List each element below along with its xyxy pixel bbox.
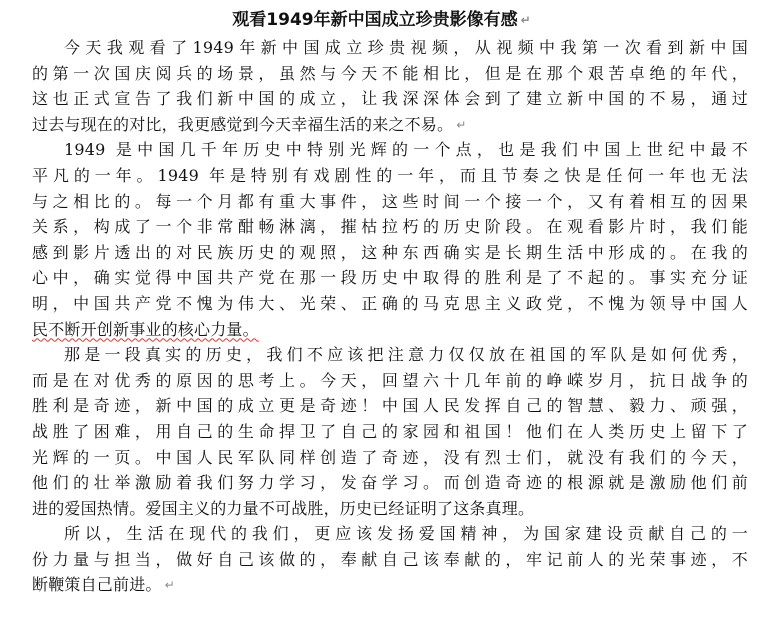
paragraph-line: 的第一次国庆阅兵的场景，虽然与今天不能相比，但是在那个艰苦卓绝的年代， [32,63,748,83]
paragraph-line-text: 进的爱国热情。爱国主义的力量不可战胜，历史已经证明了这条真理。 [32,498,535,518]
paragraph-line-last [32,572,748,598]
paragraph-line: 与之相比的。每一个月都有重大事件，这些时间一个接一个，又有着相互的因果 [32,191,748,211]
paragraph-line-last [32,317,748,343]
paragraph-mark-icon: ↵ [164,578,175,593]
paragraph-4 [32,521,748,598]
paragraph-line: 光辉的一页。中国人民军队同样创造了奇迹，没有烈士们，就没有我们的今天， [32,447,748,467]
paragraph-3 [32,342,748,521]
document-title-text: 观看1949年新中国成立珍贵影像有感 [232,10,518,30]
paragraph-line: 明，中国共产党不愧为伟大、光荣、正确的马克思主义政党，不愧为领导中国人 [32,293,748,313]
paragraph-line: 而是在对优秀的原因的思考上。今天，回望六十几年前的峥嵘岁月，抗日战争的 [32,370,748,390]
paragraph-line: 1949 是中国几千年历史中特别光辉的一个点，也是我们中国上世纪中最不 [64,140,748,160]
paragraph-line-last [32,496,748,522]
paragraph-line: 关系，构成了一个非常酣畅淋漓，摧枯拉朽的历史阶段。在观看影片时，我们能 [32,217,748,237]
paragraph-line: 他们的壮举激励着我们努力学习，发奋学习。而创造奇迹的根源就是激励他们前 [32,473,748,493]
paragraph-mark-icon: ↵ [456,117,467,132]
paragraph-line: 心中，确实觉得中国共产党在那一段历史中取得的胜利是了不起的。事实充分证 [32,268,748,288]
document-title [0,8,763,32]
paragraph-line: 感到影片透出的对民族历史的观照，这种东西确实是长期生活中形成的。在我的 [32,242,748,262]
paragraph-line: 这也正式宣告了我们新中国的成立，让我深深体会到了建立新中国的不易，通过 [32,89,748,109]
paragraph-line: 平凡的一年。1949 年是特别有戏剧性的一年，而且节奏之快是任何一年也无法 [32,165,748,185]
paragraph-line-text: 过去与现在的对比，我更感觉到今天幸福生活的来之不易。 [32,114,454,134]
paragraph-mark-icon: ↵ [520,13,531,27]
paragraph-line: 所以，生活在现代的我们，更应该发扬爱国精神，为国家建设贡献自己的一 [64,524,748,544]
paragraph-line: 今天我观看了1949年新中国成立珍贵视频，从视频中我第一次看到新中国 [64,38,748,57]
paragraph-line-text: 断鞭策自己前进。 [32,575,162,595]
paragraph-line: 份力量与担当，做好自己该做的，奉献自己该奉献的，牢记前人的光荣事迹，不 [32,549,748,569]
paragraph-line: 胜利是奇迹，新中国的成立更是奇迹！中国人民发挥自己的智慧、毅力、顽强， [32,396,748,416]
paragraph-line-text: 民不断开创新事业的核心力量。 [32,319,259,339]
paragraph-2 [32,137,748,342]
paragraph-line: 那是一段真实的历史，我们不应该把注意力仅仅放在祖国的军队是如何优秀， [64,345,748,365]
document-body [32,35,748,598]
paragraph-line-last [32,112,748,138]
paragraph-1 [32,35,748,137]
paragraph-line: 战胜了困难，用自己的生命捍卫了自己的家园和祖国！他们在人类历史上留下了 [32,421,748,441]
